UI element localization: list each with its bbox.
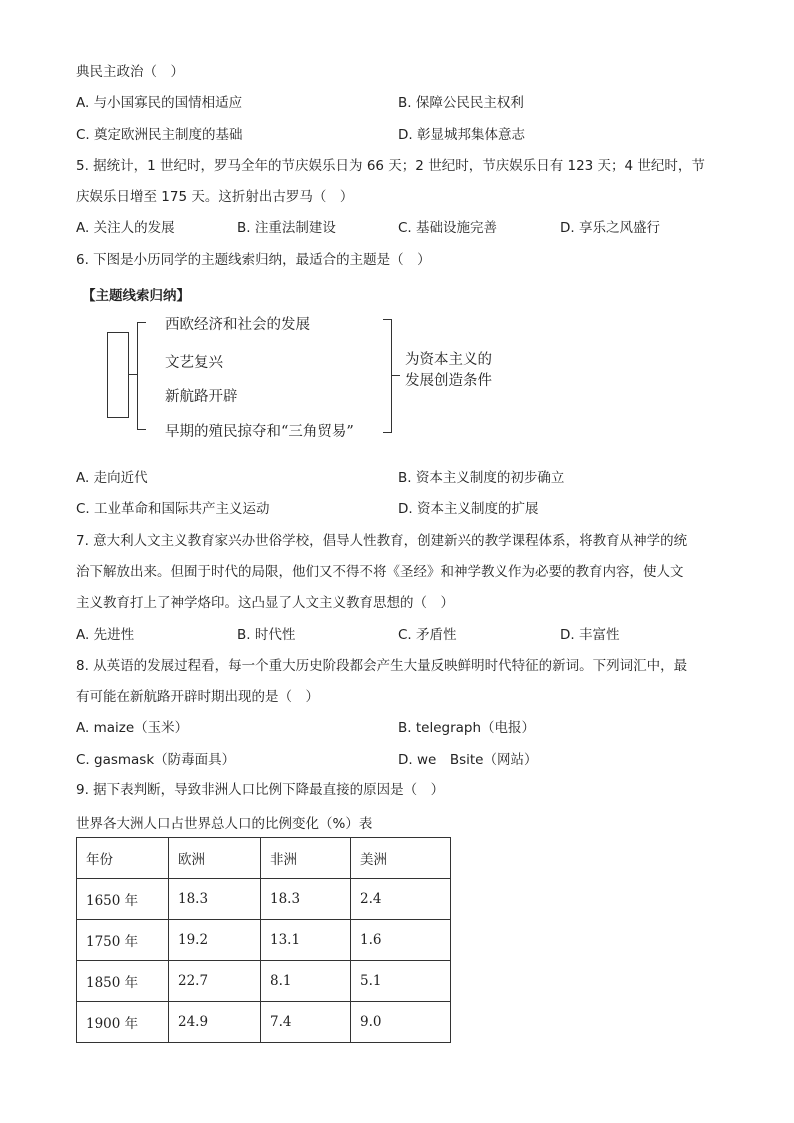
table-cell: 19.2 <box>169 920 261 961</box>
question-9: 9. 据下表判断，导致非洲人口比例下降最直接的原因是（ ） <box>76 782 445 798</box>
option-q7-b: B. 时代性 <box>237 627 296 643</box>
diagram-title: 【主题线索归纳】 <box>82 288 190 304</box>
option-q6-d: D. 资本主义制度的扩展 <box>398 501 539 517</box>
table-cell: 7.4 <box>261 1002 351 1043</box>
table-cell: 2.4 <box>351 879 451 920</box>
column-header: 欧洲 <box>169 838 261 879</box>
option-q5-b: B. 注重法制建设 <box>237 220 336 236</box>
option-q4-b: B. 保障公民民主权利 <box>398 95 524 111</box>
table-cell: 5.1 <box>351 961 451 1002</box>
table-cell: 13.1 <box>261 920 351 961</box>
column-header: 美洲 <box>351 838 451 879</box>
diagram-item: 西欧经济和社会的发展 <box>165 317 310 333</box>
diagram-item: 新航路开辟 <box>165 389 238 405</box>
option-q8-b: B. telegraph（电报） <box>398 720 536 736</box>
table-cell: 1650 年 <box>77 879 169 920</box>
option-q6-b: B. 资本主义制度的初步确立 <box>398 470 565 486</box>
question-7-line-3: 主义教育打上了神学烙印。这凸显了人文主义教育思想的（ ） <box>76 595 454 611</box>
question-7-line-1: 7. 意大利人文主义教育家兴办世俗学校，倡导人性教育，创建新兴的教学课程体系，将教育从神学的统 <box>76 533 688 549</box>
option-q8-a: A. maize（玉米） <box>76 720 189 736</box>
table-cell: 9.0 <box>351 1002 451 1043</box>
table-header-row <box>77 838 451 879</box>
diagram-result <box>405 350 492 392</box>
column-header: 年份 <box>77 838 169 879</box>
option-q4-d: D. 彰显城邦集体意志 <box>398 127 525 143</box>
table-row <box>77 920 451 961</box>
option-q5-d: D. 享乐之风盛行 <box>560 220 660 236</box>
table-cell: 1900 年 <box>77 1002 169 1043</box>
table-cell: 1750 年 <box>77 920 169 961</box>
diagram-item: 早期的殖民掠夺和“三角贸易” <box>165 424 354 440</box>
question-7-line-2: 治下解放出来。但囿于时代的局限，他们又不得不将《圣经》和神学教义作为必要的教育内容，使人文 <box>76 564 684 580</box>
table-row <box>77 961 451 1002</box>
table-cell: 22.7 <box>169 961 261 1002</box>
question-5-line-1: 5. 据统计，1 世纪时，罗马全年的节庆娱乐日为 66 天；2 世纪时，节庆娱乐日有 123 天；4 世纪时，节 <box>76 158 705 174</box>
question-8-line-1: 8. 从英语的发展过程看，每一个重大历史阶段都会产生大量反映鲜明时代特征的新词。下列词汇中，最 <box>76 658 688 674</box>
option-q4-a: A. 与小国寡民的国情相适应 <box>76 95 243 111</box>
question-4-tail: 典民主政治（ ） <box>76 64 184 80</box>
table-cell: 1.6 <box>351 920 451 961</box>
connector-line <box>129 374 137 375</box>
left-bracket <box>137 322 146 430</box>
option-q6-c: C. 工业革命和国际共产主义运动 <box>76 501 270 517</box>
table-row <box>77 1002 451 1043</box>
option-q7-a: A. 先进性 <box>76 627 135 643</box>
table-cell: 18.3 <box>261 879 351 920</box>
blank-theme-box <box>107 332 129 418</box>
table-cell: 24.9 <box>169 1002 261 1043</box>
question-5-line-2: 庆娱乐日增至 175 天。这折射出古罗马（ ） <box>76 189 354 205</box>
table-cell: 8.1 <box>261 961 351 1002</box>
option-q5-c: C. 基础设施完善 <box>398 220 498 236</box>
option-q7-d: D. 丰富性 <box>560 627 620 643</box>
diagram-item: 文艺复兴 <box>165 355 223 371</box>
option-q8-c: C. gasmask（防毒面具） <box>76 752 236 768</box>
column-header: 非洲 <box>261 838 351 879</box>
option-q5-a: A. 关注人的发展 <box>76 220 175 236</box>
table-caption: 世界各大洲人口占世界总人口的比例变化（%）表 <box>76 816 373 832</box>
population-table <box>76 837 451 1043</box>
option-q6-a: A. 走向近代 <box>76 470 148 486</box>
option-q4-c: C. 奠定欧洲民主制度的基础 <box>76 127 243 143</box>
diagram-result-line: 为资本主义的 <box>405 352 492 368</box>
table-cell: 18.3 <box>169 879 261 920</box>
question-6: 6. 下图是小历同学的主题线索归纳，最适合的主题是（ ） <box>76 252 431 268</box>
option-q8-d: D. we Bsite（网站） <box>398 752 538 768</box>
table-row <box>77 879 451 920</box>
option-q7-c: C. 矛盾性 <box>398 627 457 643</box>
table-cell: 1850 年 <box>77 961 169 1002</box>
question-8-line-2: 有可能在新航路开辟时期出现的是（ ） <box>76 689 319 705</box>
diagram-result-line: 发展创造条件 <box>405 373 492 389</box>
bracket-tick <box>392 375 400 376</box>
right-bracket <box>383 319 392 433</box>
